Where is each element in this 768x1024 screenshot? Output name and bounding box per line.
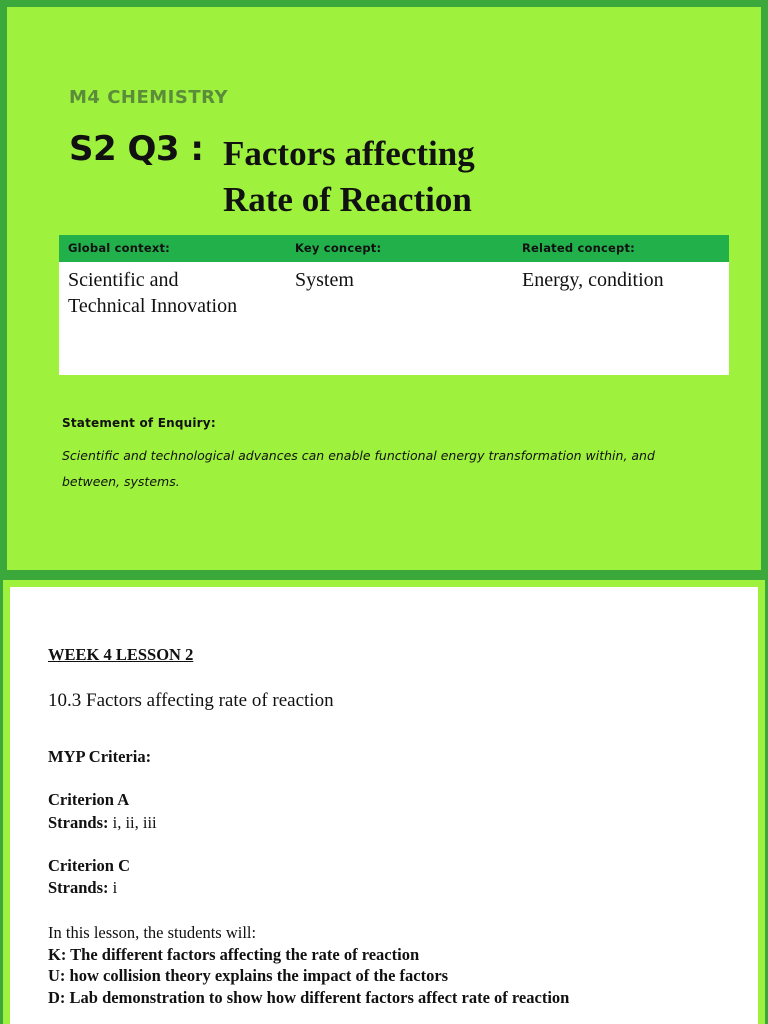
value-key-concept: System xyxy=(295,269,354,291)
header-related-concept: Related concept: xyxy=(522,241,635,255)
unit-code: S2 Q3 : xyxy=(69,129,204,169)
title-line-2: Rate of Reaction xyxy=(223,180,472,219)
strands-a-label: Strands: xyxy=(48,813,109,832)
statement-heading: Statement of Enquiry: xyxy=(62,416,216,430)
strands-a-line xyxy=(48,813,157,833)
strands-c-value: i xyxy=(108,878,118,897)
slide-2 xyxy=(10,587,758,1024)
lesson-title: 10.3 Factors affecting rate of reaction xyxy=(48,690,334,711)
slide-title xyxy=(223,131,475,223)
strands-a-value: i, ii, iii xyxy=(108,813,157,832)
slide-2-frame xyxy=(0,577,768,1024)
lesson-intro: In this lesson, the students will: xyxy=(48,923,257,942)
objective-k: K: The different factors affecting the rate of reaction xyxy=(48,945,420,964)
value-global-context: Scientific and Technical Innovation xyxy=(68,269,238,317)
header-global-context: Global context: xyxy=(68,241,170,255)
criterion-a: Criterion A xyxy=(48,790,130,809)
statement-text: Scientific and technological advances can enable functional energy transformation within, and between, systems. xyxy=(62,448,655,489)
week-heading: WEEK 4 LESSON 2 xyxy=(48,645,194,664)
title-line-1: Factors affecting xyxy=(223,134,475,173)
slide-2-border xyxy=(3,580,765,1024)
myp-criteria-label: MYP Criteria: xyxy=(48,747,152,766)
context-table xyxy=(59,235,729,375)
header-key-concept: Key concept: xyxy=(295,241,382,255)
slide-1 xyxy=(7,7,761,570)
strands-c-line xyxy=(48,878,117,898)
strands-c-label: Strands: xyxy=(48,878,109,897)
objective-d: D: Lab demonstration to show how different factors affect rate of reaction xyxy=(48,988,570,1007)
context-table-header xyxy=(59,235,729,262)
value-related-concept: Energy, condition xyxy=(522,269,664,291)
criterion-c: Criterion C xyxy=(48,856,131,875)
objective-u: U: how collision theory explains the impact of the factors xyxy=(48,966,449,985)
context-table-row xyxy=(59,262,729,319)
course-label: M4 CHEMISTRY xyxy=(69,87,229,108)
